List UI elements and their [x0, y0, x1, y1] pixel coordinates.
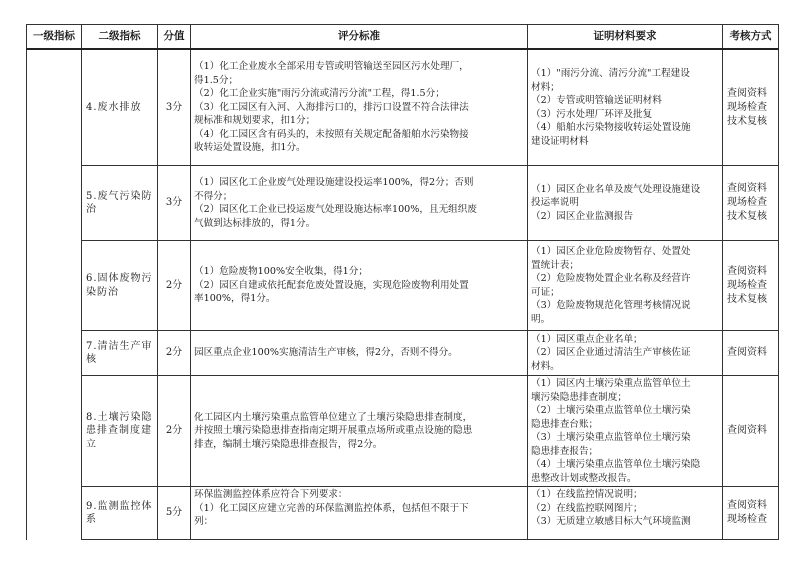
method-cell	[723, 166, 779, 241]
score-cell: 2分	[158, 376, 191, 487]
criteria-line: 园区重点企业100%实施清洁生产审核，得2分，否则不得分。	[194, 347, 458, 359]
evidence-line: （2）在线监控联网图片；	[531, 502, 643, 514]
criteria-line: 气做到达标排放的，得1分。	[194, 217, 316, 229]
method-line: 技术复核	[727, 293, 767, 305]
evidence-cell	[528, 331, 723, 376]
method-line: 查阅资料	[727, 425, 767, 436]
table-row	[27, 376, 779, 487]
method-line: 查阅资料	[727, 265, 767, 277]
indicator-name: 9.监测监控体系	[82, 487, 158, 540]
evidence-line: 建设证明材料	[531, 135, 589, 147]
indicator-name: 8.土壤污染隐患排查制度建立	[82, 376, 158, 487]
method-line: 技术复核	[727, 115, 767, 127]
score-cell: 2分	[158, 241, 191, 331]
table-row	[27, 241, 779, 331]
score-cell: 3分	[158, 166, 191, 241]
evidence-line: 置统计表；	[531, 259, 579, 271]
table-row	[27, 166, 779, 241]
method-line: 现场检查	[727, 197, 767, 208]
criteria-line: 率100%，得1分。	[194, 293, 276, 305]
evidence-line: （3）无质建立敏感目标大气环境监测	[531, 516, 691, 527]
score-cell: 2分	[158, 331, 191, 376]
criteria-line: 环保监测监控体系应符合下列要求：	[194, 489, 348, 500]
table-row	[27, 487, 779, 540]
criteria-line: 列：	[194, 516, 214, 527]
evidence-line: （1）"雨污分流、清污分流"工程建设	[531, 68, 690, 79]
criteria-line: （1）园区化工企业废气处理设施建设投运率100%，得2分；否则	[194, 177, 474, 188]
evidence-line: （4）船舶水污染物接收转运处置设施	[531, 122, 691, 133]
evidence-line: （1）在线监控情况说明；	[531, 489, 643, 500]
criteria-line: （2）园区自建或依托配套危废处置设施，实现危险废物利用处置	[194, 279, 469, 291]
criteria-cell	[191, 241, 528, 331]
indicator-name: 5.废气污染防治	[82, 166, 158, 241]
criteria-line: （1）化工园区应建立完善的环保监测监控体系，包括但不限于下	[194, 502, 469, 514]
evidence-line: （3）污水处理厂环评及批复	[531, 108, 653, 120]
criteria-cell	[191, 331, 528, 376]
evidence-line: （3）土壤污染重点监管单位土壤污染	[531, 432, 691, 443]
evidence-line: （3）危险废物规范化管理考核情况说	[531, 300, 691, 311]
criteria-line: （1）化工企业废水全部采用专管或明管输送至园区污水处理厂，	[194, 61, 469, 73]
header-level2: 二级指标	[82, 25, 158, 50]
criteria-line: （1）危险废物100%安全收集，得1分；	[194, 266, 368, 278]
evidence-line: （4）土壤污染重点监管单位土壤污染隐	[531, 459, 701, 470]
table-row	[27, 49, 779, 166]
evidence-line: （2）园区企业监测报告	[531, 210, 634, 222]
evidence-line: 隐患排查报告；	[531, 445, 599, 457]
method-line: 查阅资料	[727, 183, 767, 194]
evidence-line: 可证；	[531, 286, 560, 298]
criteria-line: 收转运处置设施，扣1分。	[194, 142, 306, 154]
indicator-name: 7.清洁生产审核	[82, 331, 158, 376]
method-line: 查阅资料	[727, 347, 767, 358]
evidence-line: （2）危险废物处置企业名称及经营许	[531, 273, 691, 284]
header-row	[27, 25, 779, 50]
method-cell	[723, 49, 779, 166]
evidence-line: 明。	[531, 313, 551, 325]
criteria-line: （2）化工企业实施"雨污分流或清污分流"工程，得1.5分；	[194, 88, 445, 100]
indicator-name: 6.固体废物污染防治	[82, 241, 158, 331]
score-cell: 3分	[158, 49, 191, 166]
method-line: 现场检查	[727, 514, 767, 525]
evidence-line: 隐患排查台账；	[531, 418, 599, 430]
evidence-cell	[528, 487, 723, 540]
method-line: 现场检查	[727, 279, 767, 291]
criteria-line: 得1.5分；	[194, 74, 239, 86]
criteria-line: （4）化工园区含有码头的，未按照有关规定配备船舶水污染物接	[194, 128, 469, 140]
level1-cell	[27, 49, 82, 540]
method-cell	[723, 376, 779, 487]
method-line: 查阅资料	[727, 87, 767, 99]
criteria-line: 化工园区内土壤污染重点监管单位建立了土壤污染隐患排查制度，	[194, 411, 473, 423]
criteria-cell	[191, 166, 528, 241]
header-method: 考核方式	[723, 25, 779, 50]
method-line: 现场检查	[727, 101, 767, 113]
header-score: 分值	[158, 25, 191, 50]
evidence-line: （1）园区企业危险废物暂存、处置处	[531, 246, 691, 257]
method-cell	[723, 487, 779, 540]
criteria-line: 规标准和规划要求，扣1分；	[194, 115, 316, 127]
method-cell	[723, 331, 779, 376]
evidence-cell	[528, 166, 723, 241]
header-level1: 一级指标	[27, 25, 82, 50]
criteria-line: 排查，编制土壤污染隐患排查报告，得2分。	[194, 438, 383, 450]
evidence-cell	[528, 241, 723, 331]
evidence-line: 投运率说明	[531, 197, 579, 209]
evidence-line: 患整改计划或整改报告。	[531, 472, 637, 484]
criteria-line: 不得分；	[194, 190, 233, 202]
method-line: 技术复核	[727, 211, 767, 222]
evidence-line: 壤污染隐患排查制度；	[531, 391, 627, 403]
evidence-cell	[528, 49, 723, 166]
assessment-table	[26, 24, 779, 540]
criteria-line: 并按照土壤污染隐患排查指南定期开展重点场所或重点设施的隐患	[194, 425, 473, 437]
header-evidence: 证明材料要求	[528, 25, 723, 50]
evidence-line: （2）专管或明管输送证明材料	[531, 95, 662, 106]
criteria-cell	[191, 487, 528, 540]
evidence-line: （1）园区企业名单及废气处理设施建设	[531, 183, 701, 195]
evidence-cell	[528, 376, 723, 487]
criteria-line: （2）园区化工企业已投运废气处理设施达标率100%，且无组织废	[194, 204, 477, 215]
evidence-line: （1）园区重点企业名单；	[531, 333, 643, 345]
method-cell	[723, 241, 779, 331]
header-criteria: 评分标准	[191, 25, 528, 50]
evidence-line: 材料。	[531, 360, 560, 372]
criteria-cell	[191, 49, 528, 166]
criteria-cell	[191, 376, 528, 487]
evidence-line: （2）园区企业通过清洁生产审核佐证	[531, 347, 691, 359]
table-row	[27, 331, 779, 376]
evidence-line: （2）土壤污染重点监管单位土壤污染	[531, 405, 691, 416]
evidence-line: 材料；	[531, 81, 560, 93]
score-cell: 5分	[158, 487, 191, 540]
criteria-line: （3）化工园区有入河、入海排污口的，排污口设置不符合法律法	[194, 101, 469, 113]
indicator-name: 4.废水排放	[82, 49, 158, 166]
evidence-line: （1）园区内土壤污染重点监管单位土	[531, 378, 691, 389]
method-line: 查阅资料	[727, 500, 767, 511]
